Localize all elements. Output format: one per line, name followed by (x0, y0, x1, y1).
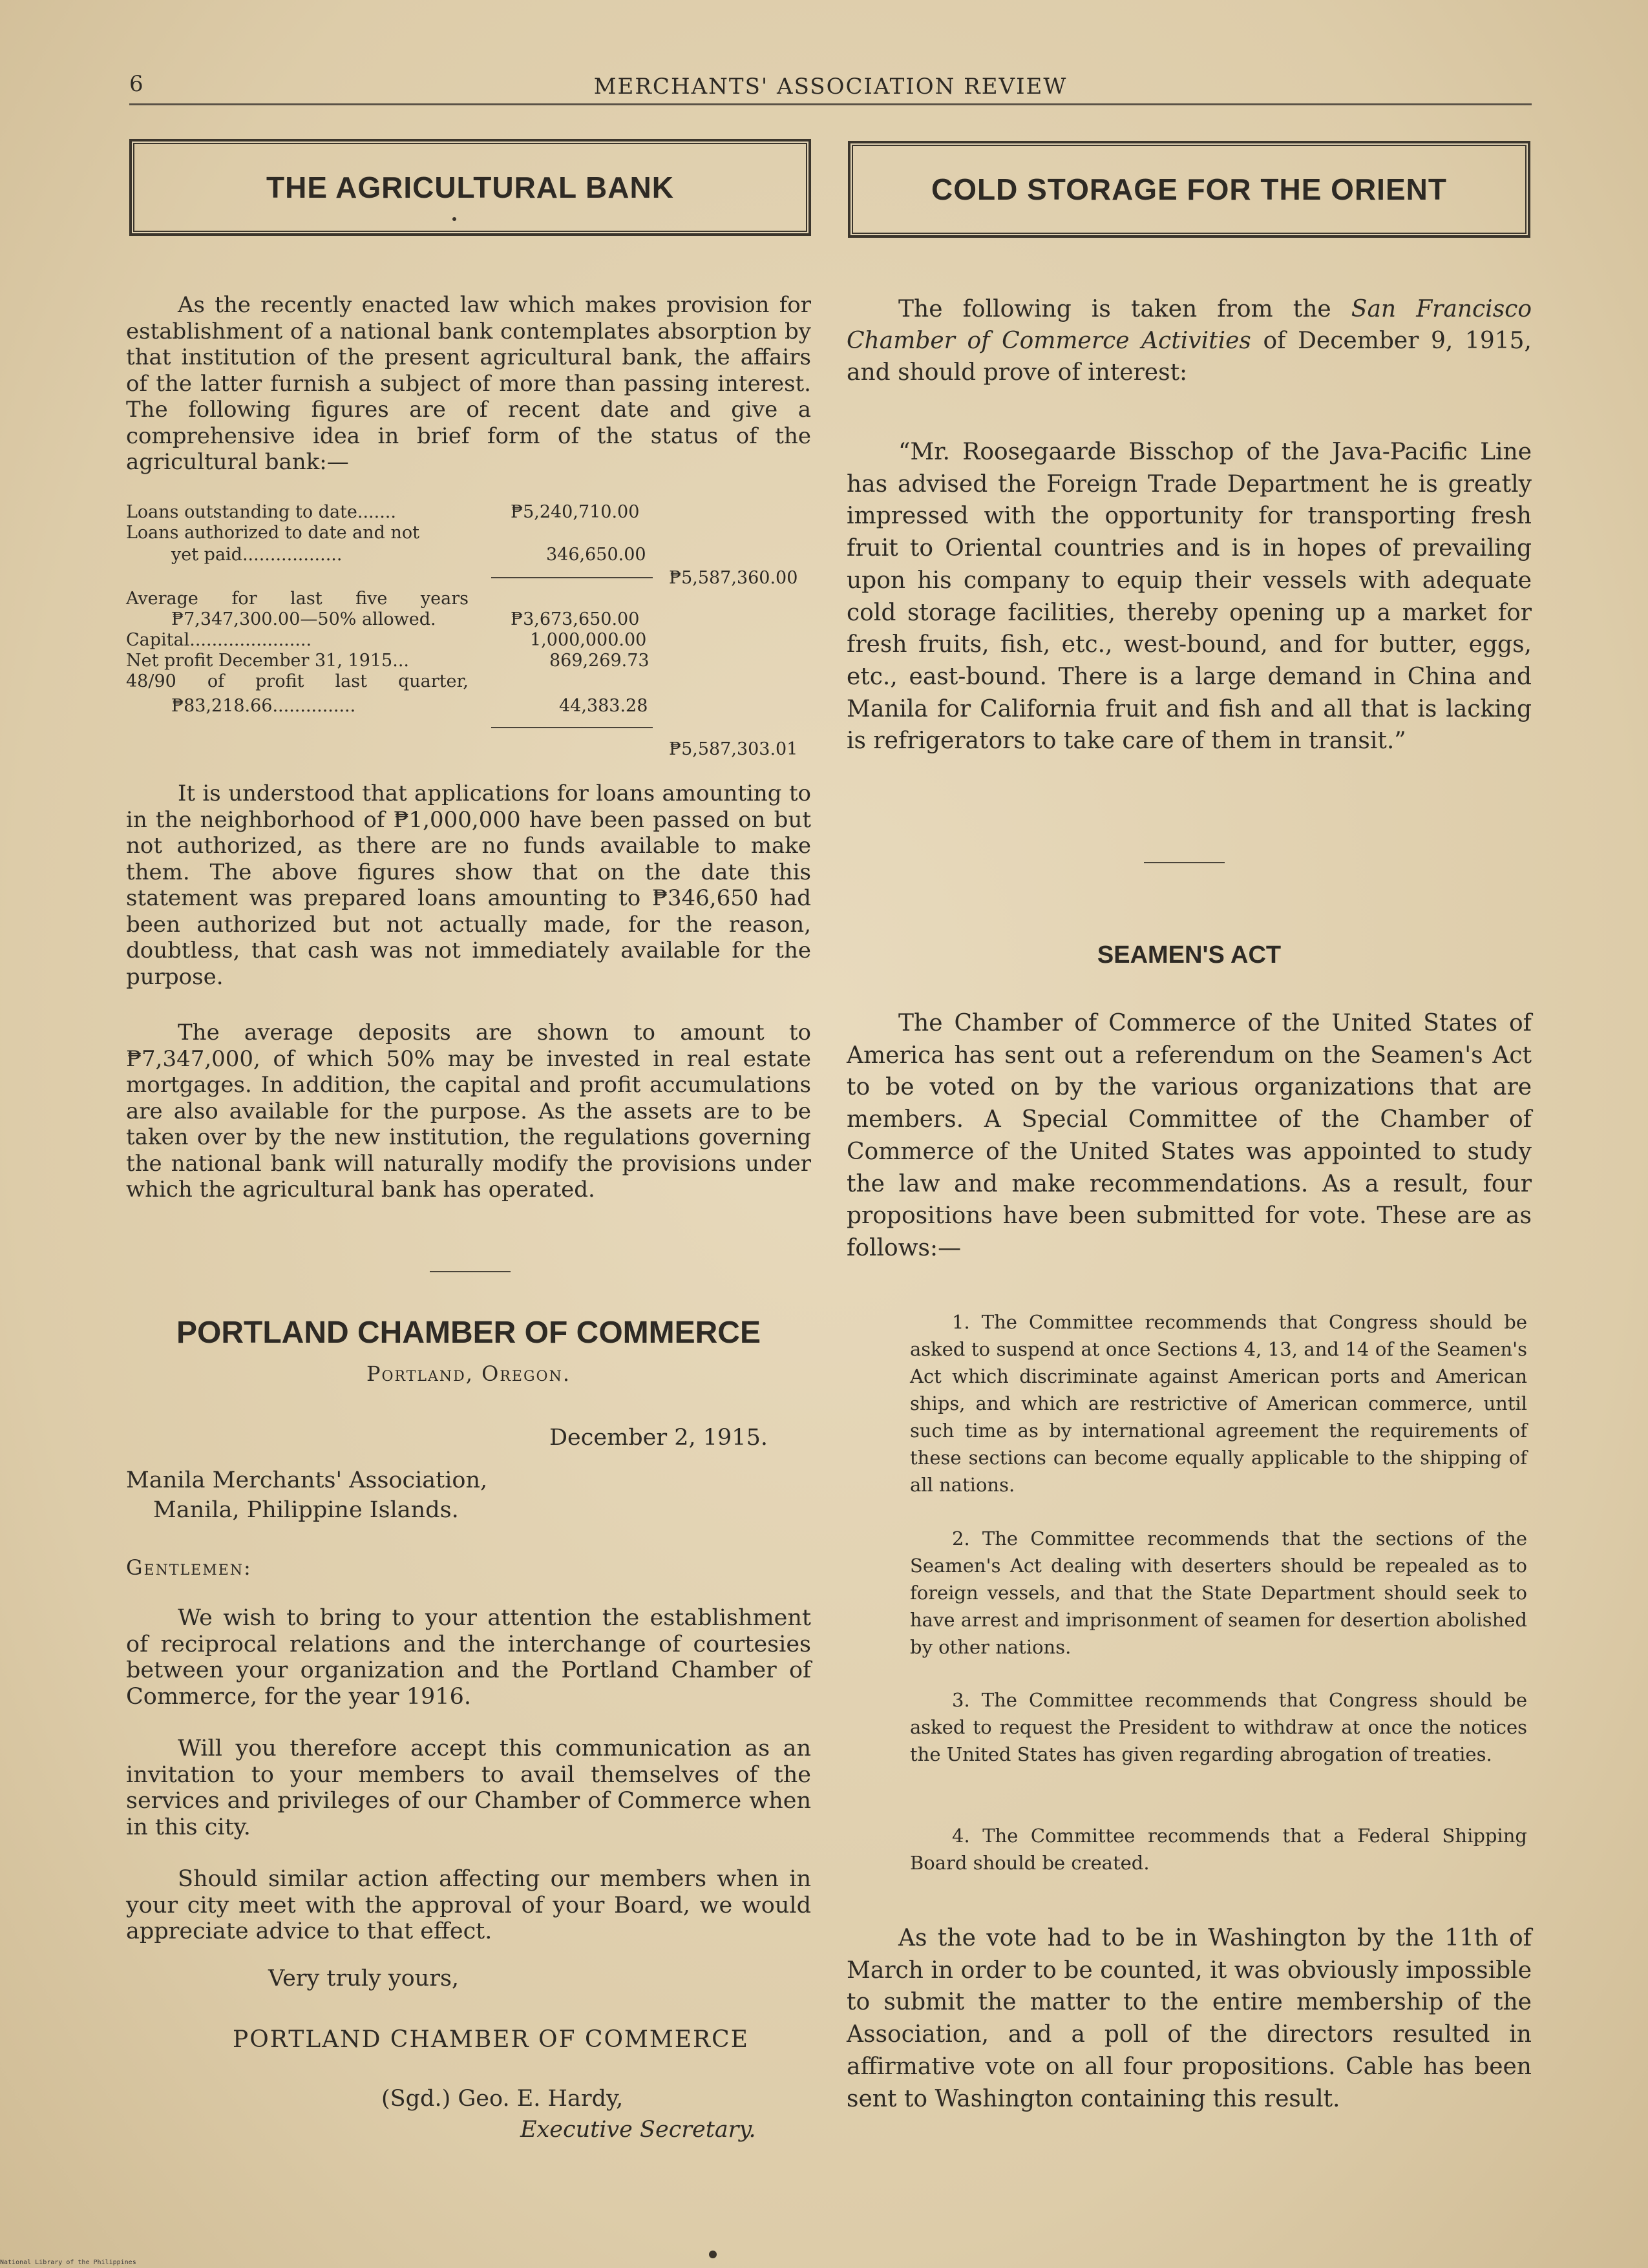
letter-paragraph-2: Will you therefore accept this communication as an invitation to your members to avail themselves of the services and privileges of our Chamber of Commerce when in this city. (126, 1736, 811, 1840)
page-header (129, 71, 1532, 105)
seamens-act-conclusion: As the vote had to be in Washington by the 11th of March in order to be counted, it was obviously impossible to submit the matter to the entire membership of the Association, and a poll of the directors resulted in affirmative vote on all four propositions. Cable has been sent to Washington containing this result. (847, 1925, 1532, 2112)
letter-paragraph-1: We wish to bring to your attention the establishment of reciprocal relations and the interchange of courtesies between your organization and the Portland Chamber of Commerce, for the year 1916. (126, 1605, 811, 1710)
section-divider (1144, 862, 1225, 863)
fin-value: 346,650.00 (546, 545, 646, 565)
letter-org: PORTLAND CHAMBER OF COMMERCE (233, 2026, 749, 2053)
letter-paragraph-3: Should similar action affecting our members when in your city meet with the approval of your Board, we would appreciate advice to that effect. (126, 1866, 811, 1944)
addressee-line-1: Manila Merchants' Association, (126, 1467, 488, 1493)
letter-signer-title: Executive Secretary. (520, 2117, 756, 2143)
fin-label: ₱83,218.66............... (171, 696, 356, 716)
proposition-2: 2. The Committee recommends that the sections of the Seamen's Act dealing with deserters should be repealed as to foreign vessels, and that the State Department should seek to have arrest and imprisonment of seamen for desertion abolished by other nations. (910, 1528, 1527, 1658)
masthead: MERCHANTS' ASSOCIATION REVIEW (593, 74, 1068, 100)
fin-value: 44,383.28 (559, 696, 648, 716)
agricultural-bank-intro: As the recently enacted law which makes provision for establishment of a national bank contemplates absorption by that institution of the present agricultural bank, the affairs of the latter furnish a subject of more than passing interest. The following figures are of recent date and give a comprehensive idea in brief form of the status of the agricultural bank:— (126, 292, 811, 475)
portland-location: Portland, Oregon. (366, 1361, 571, 1386)
proposition-4: 4. The Committee recommends that a Federal Shipping Board should be created. (910, 1825, 1527, 1874)
seamens-act-title: SEAMEN'S ACT (1097, 941, 1282, 969)
agricultural-bank-paragraph-3: The average deposits are shown to amount to ₱7,347,000, of which 50% may be invested in real estate mortgages. In addition, the capital and profit accumulations are also available for the purpose. As the assets are to be taken over by the new institution, the regulations governing the national bank will naturally modify the provisions under which the agricultural bank has operated. (126, 1020, 811, 1202)
cold-storage-intro: The following is taken from the San Francisco Chamber of Commerce Activities of December 9, 1915, and should prove of interest: (847, 296, 1532, 386)
subtotal-rule (491, 727, 653, 728)
letter-closing: Very truly yours, (268, 1966, 460, 1991)
section-divider (430, 1271, 511, 1272)
seamens-act-intro: The Chamber of Commerce of the United States of America has sent out a referendum on the Seamen's Act to be voted on by the various organizations that are members. A Special Committee of the Chamber of Commerce of the United States was appointed to study the law and make recommendations. As a result, four propositions have been submitted for vote. These are as follows:— (847, 1010, 1532, 1261)
fin-label: Average for last five years (126, 589, 469, 609)
fin-value: 869,269.73 (549, 651, 650, 671)
fin-label: Loans outstanding to date....... (126, 502, 396, 522)
source-title: San Francisco Chamber of Commerce Activities (847, 296, 1532, 354)
salutation: Gentlemen: (126, 1555, 252, 1580)
cold-storage-quote: “Mr. Roosegaarde Bisschop of the Java-Pacific Line has advised the Foreign Trade Department he is greatly impressed with the opportunity for transporting fresh fruit to Oriental countries and is in hopes of prevailing upon his company to equip their vessels with adequate cold storage facilities, thereby opening up a market for fresh fruits, fish, etc., west-bound, and for butter, eggs, etc., east-bound. There is a large demand in China and Manila for California fruit and fish and all that is lacking is refrigerators to take care of them in transit.” (847, 439, 1532, 755)
agricultural-bank-title: THE AGRICULTURAL BANK (129, 139, 811, 236)
fin-value: 1,000,000.00 (530, 630, 647, 650)
fin-label: Loans authorized to date and not (126, 523, 420, 543)
addressee-line-2: Manila, Philippine Islands. (153, 1497, 459, 1523)
fin-label: 48/90 of profit last quarter, (126, 671, 469, 691)
fin-value: ₱5,240,710.00 (511, 502, 640, 522)
ink-speck (709, 2251, 717, 2258)
portland-title: PORTLAND CHAMBER OF COMMERCE (176, 1316, 761, 1350)
ink-speck (452, 217, 456, 221)
subtotal-rule (491, 577, 653, 578)
proposition-3: 3. The Committee recommends that Congress should be asked to request the President to withdraw at once the notices the United States has given regarding abrogation of treaties. (910, 1689, 1527, 1765)
letter-signature: (Sgd.) Geo. E. Hardy, (381, 2086, 624, 2112)
fin-label: Net profit December 31, 1915... (126, 651, 409, 671)
fin-label: yet paid.................. (171, 545, 343, 565)
page-number: 6 (129, 71, 143, 97)
cold-storage-title: COLD STORAGE FOR THE ORIENT (848, 141, 1530, 238)
fin-subtotal: ₱5,587,303.01 (669, 739, 798, 759)
letter-date: December 2, 1915. (549, 1425, 768, 1451)
fin-subtotal: ₱5,587,360.00 (669, 568, 798, 588)
agricultural-bank-paragraph-2: It is understood that applications for loans amounting to in the neighborhood of ₱1,000,000 have been passed on but not authorized, as there are no funds available to make them. The above figures show that on the date this statement was prepared loans amounting to ₱346,650 had been authorized but not actually made, for the reason, doubtless, that cash was not immediately available for the purpose. (126, 781, 811, 990)
proposition-1: 1. The Committee recommends that Congress should be asked to suspend at once Sections 4, 13, and 14 of the Seamen's Act which discriminate against American ports and American ships, and which are restrictive of American commerce, until such time as by international agreement the requirements of these sections can become equally applicable to the shipping of all nations. (910, 1311, 1527, 1496)
fin-label: ₱7,347,300.00—50% allowed. (171, 609, 436, 629)
footer-stamp: National Library of the Philippines (0, 2259, 136, 2266)
fin-value: ₱3,673,650.00 (511, 609, 640, 629)
fin-label: Capital...................... (126, 630, 312, 650)
